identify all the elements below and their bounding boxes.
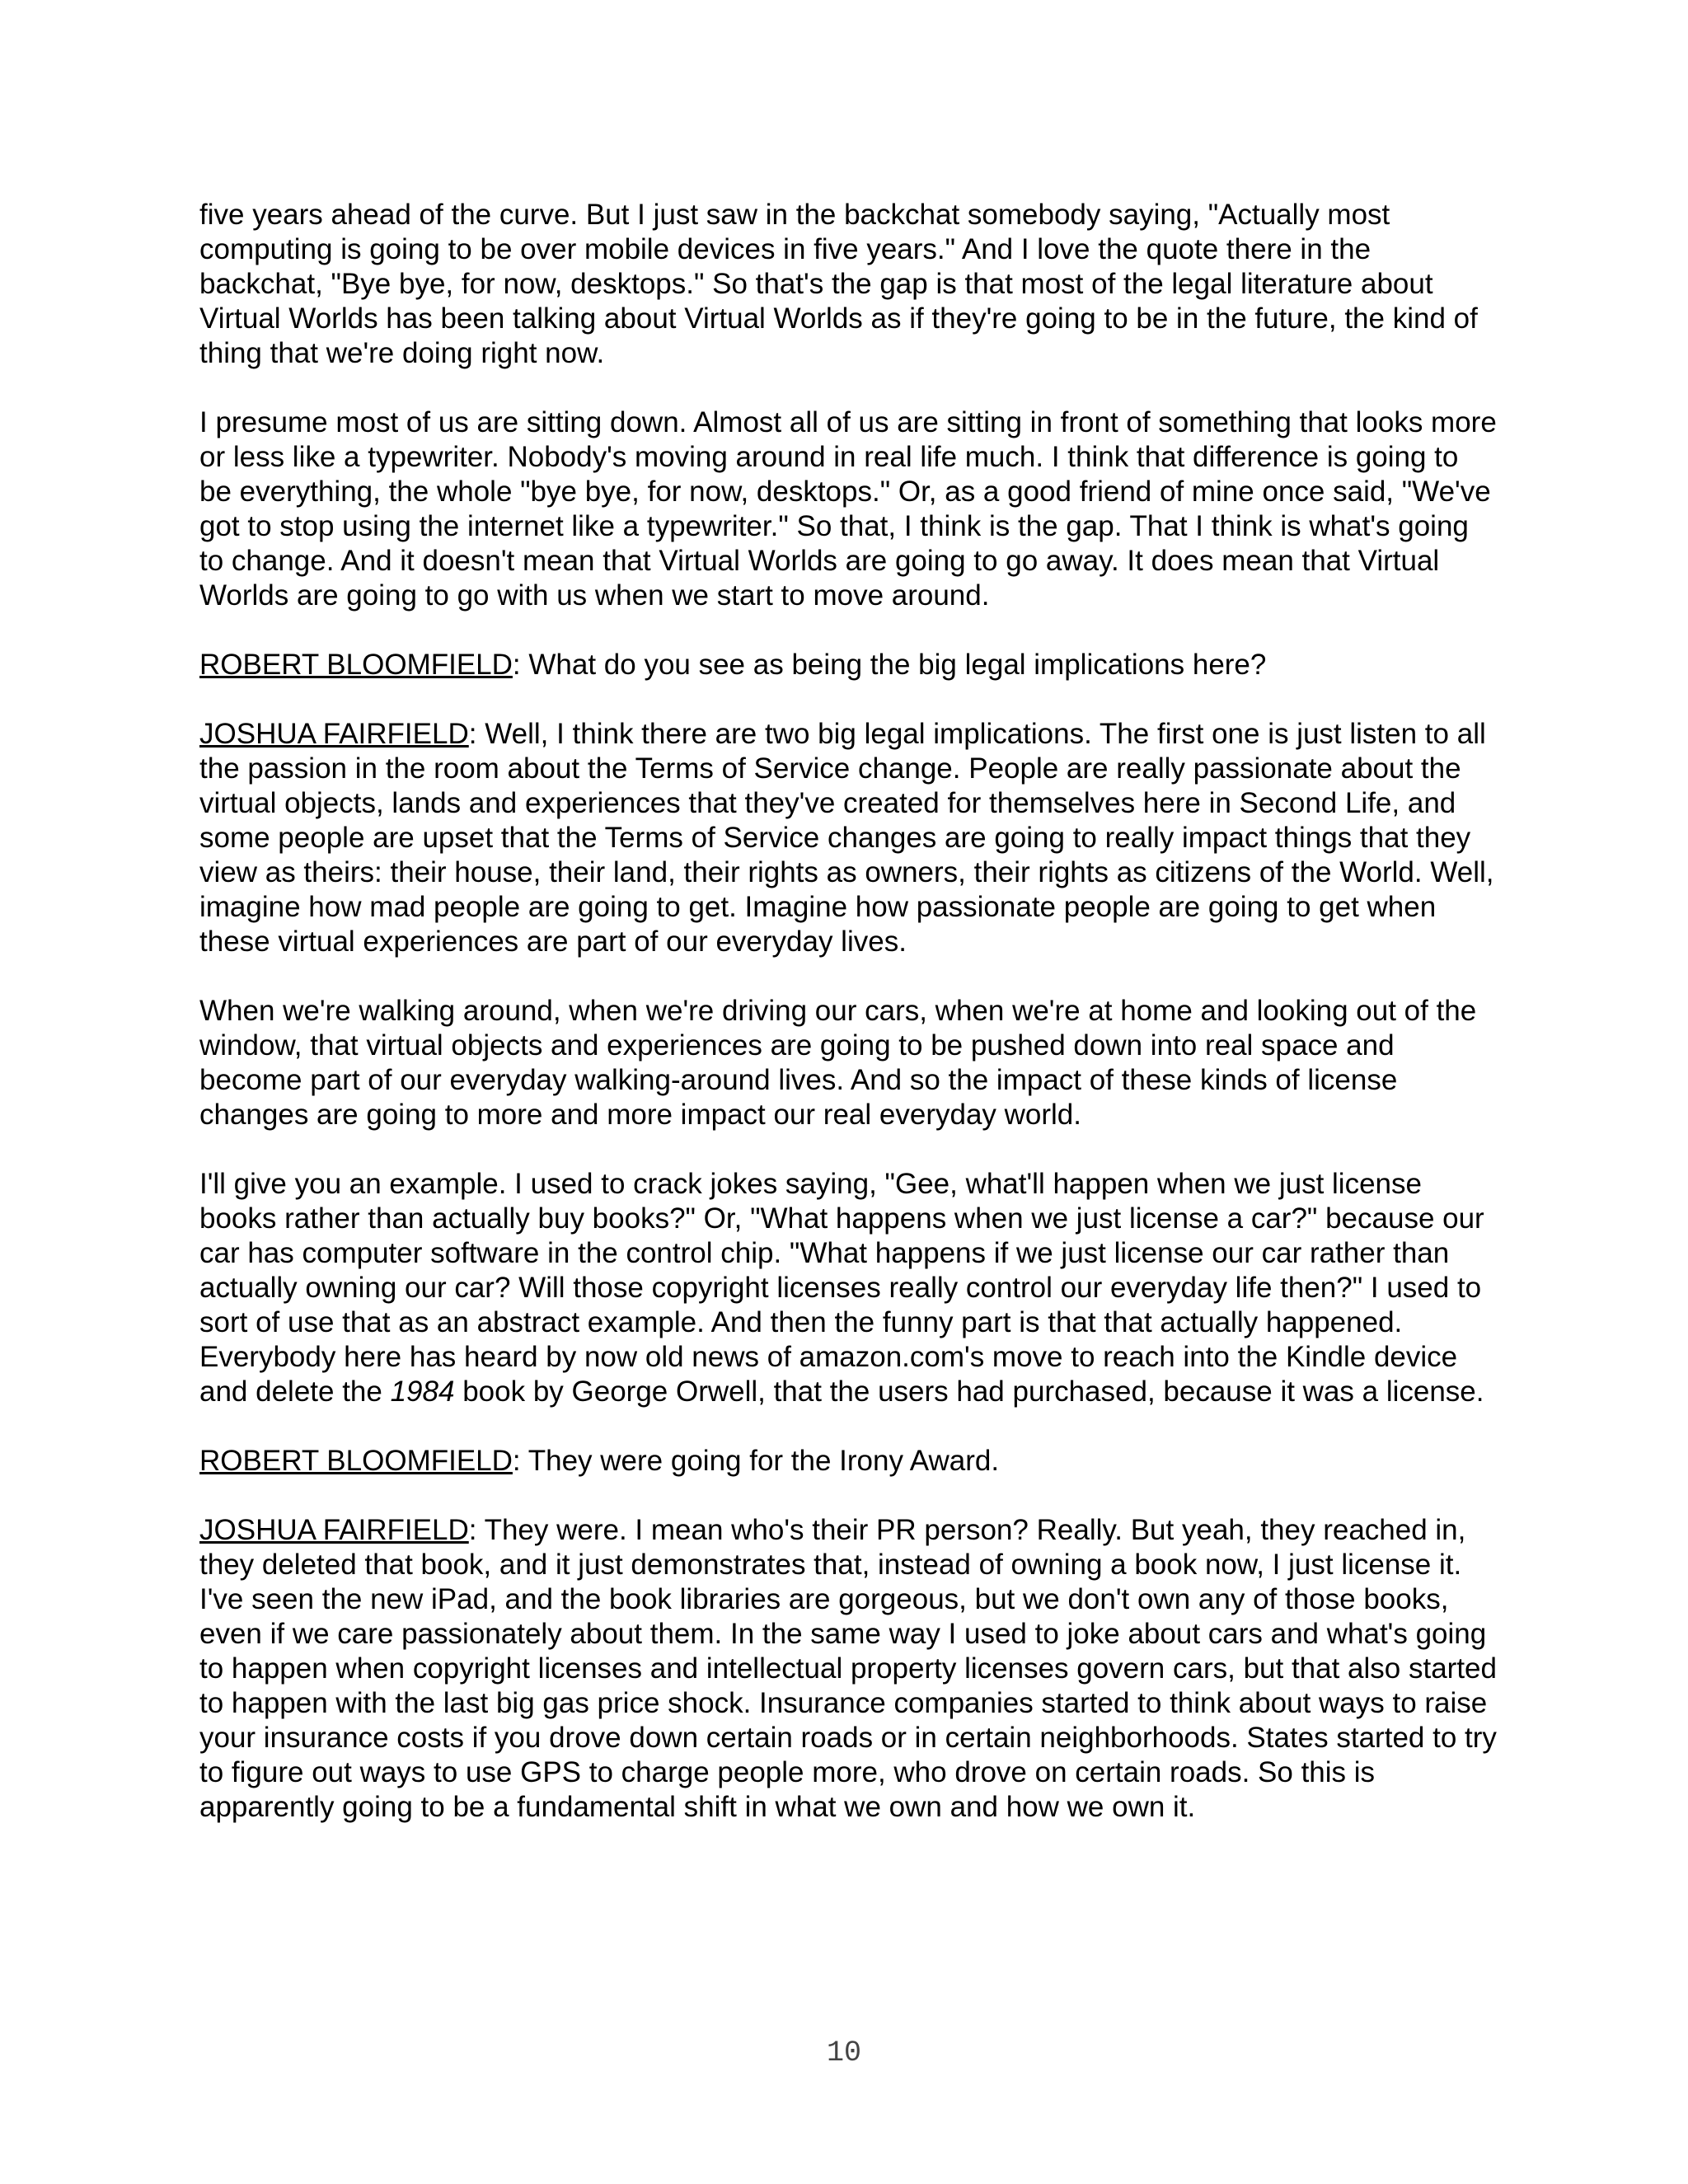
paragraph-text: I'll give you an example. I used to crack jokes saying, "Gee, what'll happen when we just license books rather than actually buy books?" Or, "What happens when we just license a car?" because our car has computer software in the control chip. "What happens if we just license our car rather than actually owning our car? Will those copyright licenses really control our everyday life then?" I used to sort of use that as an abstract example. And then the funny part is that that actually happened. Everybody here has heard by now old news of amazon.com's move to reach into the Kindle device and delete the: [199, 1168, 1484, 1408]
paragraph-6: [199, 1167, 1498, 1409]
paragraph-8: [199, 1513, 1498, 1825]
paragraph-text-continued: book by George Orwell, that the users had purchased, because it was a license.: [454, 1376, 1484, 1408]
speaker-name: ROBERT BLOOMFIELD: [199, 649, 513, 681]
page-number: 10: [826, 2036, 861, 2069]
paragraph-3: [199, 648, 1498, 682]
transcript-body: [199, 198, 1498, 1859]
paragraph-4: [199, 717, 1498, 959]
paragraph-7: [199, 1444, 1498, 1479]
paragraph-text: : They were going for the Irony Award.: [512, 1445, 1000, 1477]
speaker-name: ROBERT BLOOMFIELD: [199, 1445, 513, 1477]
paragraph-1: [199, 198, 1498, 371]
speaker-name: JOSHUA FAIRFIELD: [199, 718, 469, 750]
paragraph-text: : They were. I mean who's their PR person? Really. But yeah, they reached in, they deleted that book, and it just demonstrates that, instead of owning a book now, I just license it. I've seen the new iPad, and the book libraries are gorgeous, but we don't own any of those books, even if we care passionately about them. In the same way I used to joke about cars and what's going to happen when copyright licenses and intellectual property licenses govern cars, but that also started to happen with the last big gas price shock. Insurance companies started to think about ways to raise your insurance costs if you drove down certain roads or in certain neighborhoods. States started to try to figure out ways to use GPS to charge people more, who drove on certain roads. So this is apparently going to be a fundamental shift in what we own and how we own it.: [199, 1514, 1497, 1823]
paragraph-text: : Well, I think there are two big legal implications. The first one is just listen to all the passion in the room about the Terms of Service change. People are really passionate about the virtual objects, lands and experiences that they've created for themselves here in Second Life, and some people are upset that the Terms of Service changes are going to really impact things that they view as theirs: their house, their land, their rights as owners, their rights as citizens of the World. Well, imagine how mad people are going to get. Imagine how passionate people are going to get when these virtual experiences are part of our everyday lives.: [199, 718, 1494, 958]
speaker-name: JOSHUA FAIRFIELD: [199, 1514, 469, 1546]
paragraph-text: I presume most of us are sitting down. Almost all of us are sitting in front of something that looks more or less like a typewriter. Nobody's moving around in real life much. I think that difference is going to be everything, the whole "bye bye, for now, desktops." Or, as a good friend of mine once said, "We've got to stop using the internet like a typewriter." So that, I think is the gap. That I think is what's going to change. And it doesn't mean that Virtual Worlds are going to go away. It does mean that Virtual Worlds are going to go with us when we start to move around.: [199, 406, 1497, 612]
paragraph-text: five years ahead of the curve. But I just saw in the backchat somebody saying, "Actually most computing is going to be over mobile devices in five years." And I love the quote there in the backchat, "Bye bye, for now, desktops." So that's the gap is that most of the legal literature about Virtual Worlds has been talking about Virtual Worlds as if they're going to be in the future, the kind of thing that we're doing right now.: [199, 199, 1478, 369]
paragraph-text: : What do you see as being the big legal implications here?: [512, 649, 1267, 681]
paragraph-5: [199, 994, 1498, 1132]
paragraph-text: When we're walking around, when we're driving our cars, when we're at home and looking out of the window, that virtual objects and experiences are going to be pushed down into real space and become part of our everyday walking-around lives. And so the impact of these kinds of license changes are going to more and more impact our real everyday world.: [199, 995, 1477, 1131]
book-title: 1984: [390, 1376, 455, 1408]
paragraph-2: [199, 405, 1498, 613]
